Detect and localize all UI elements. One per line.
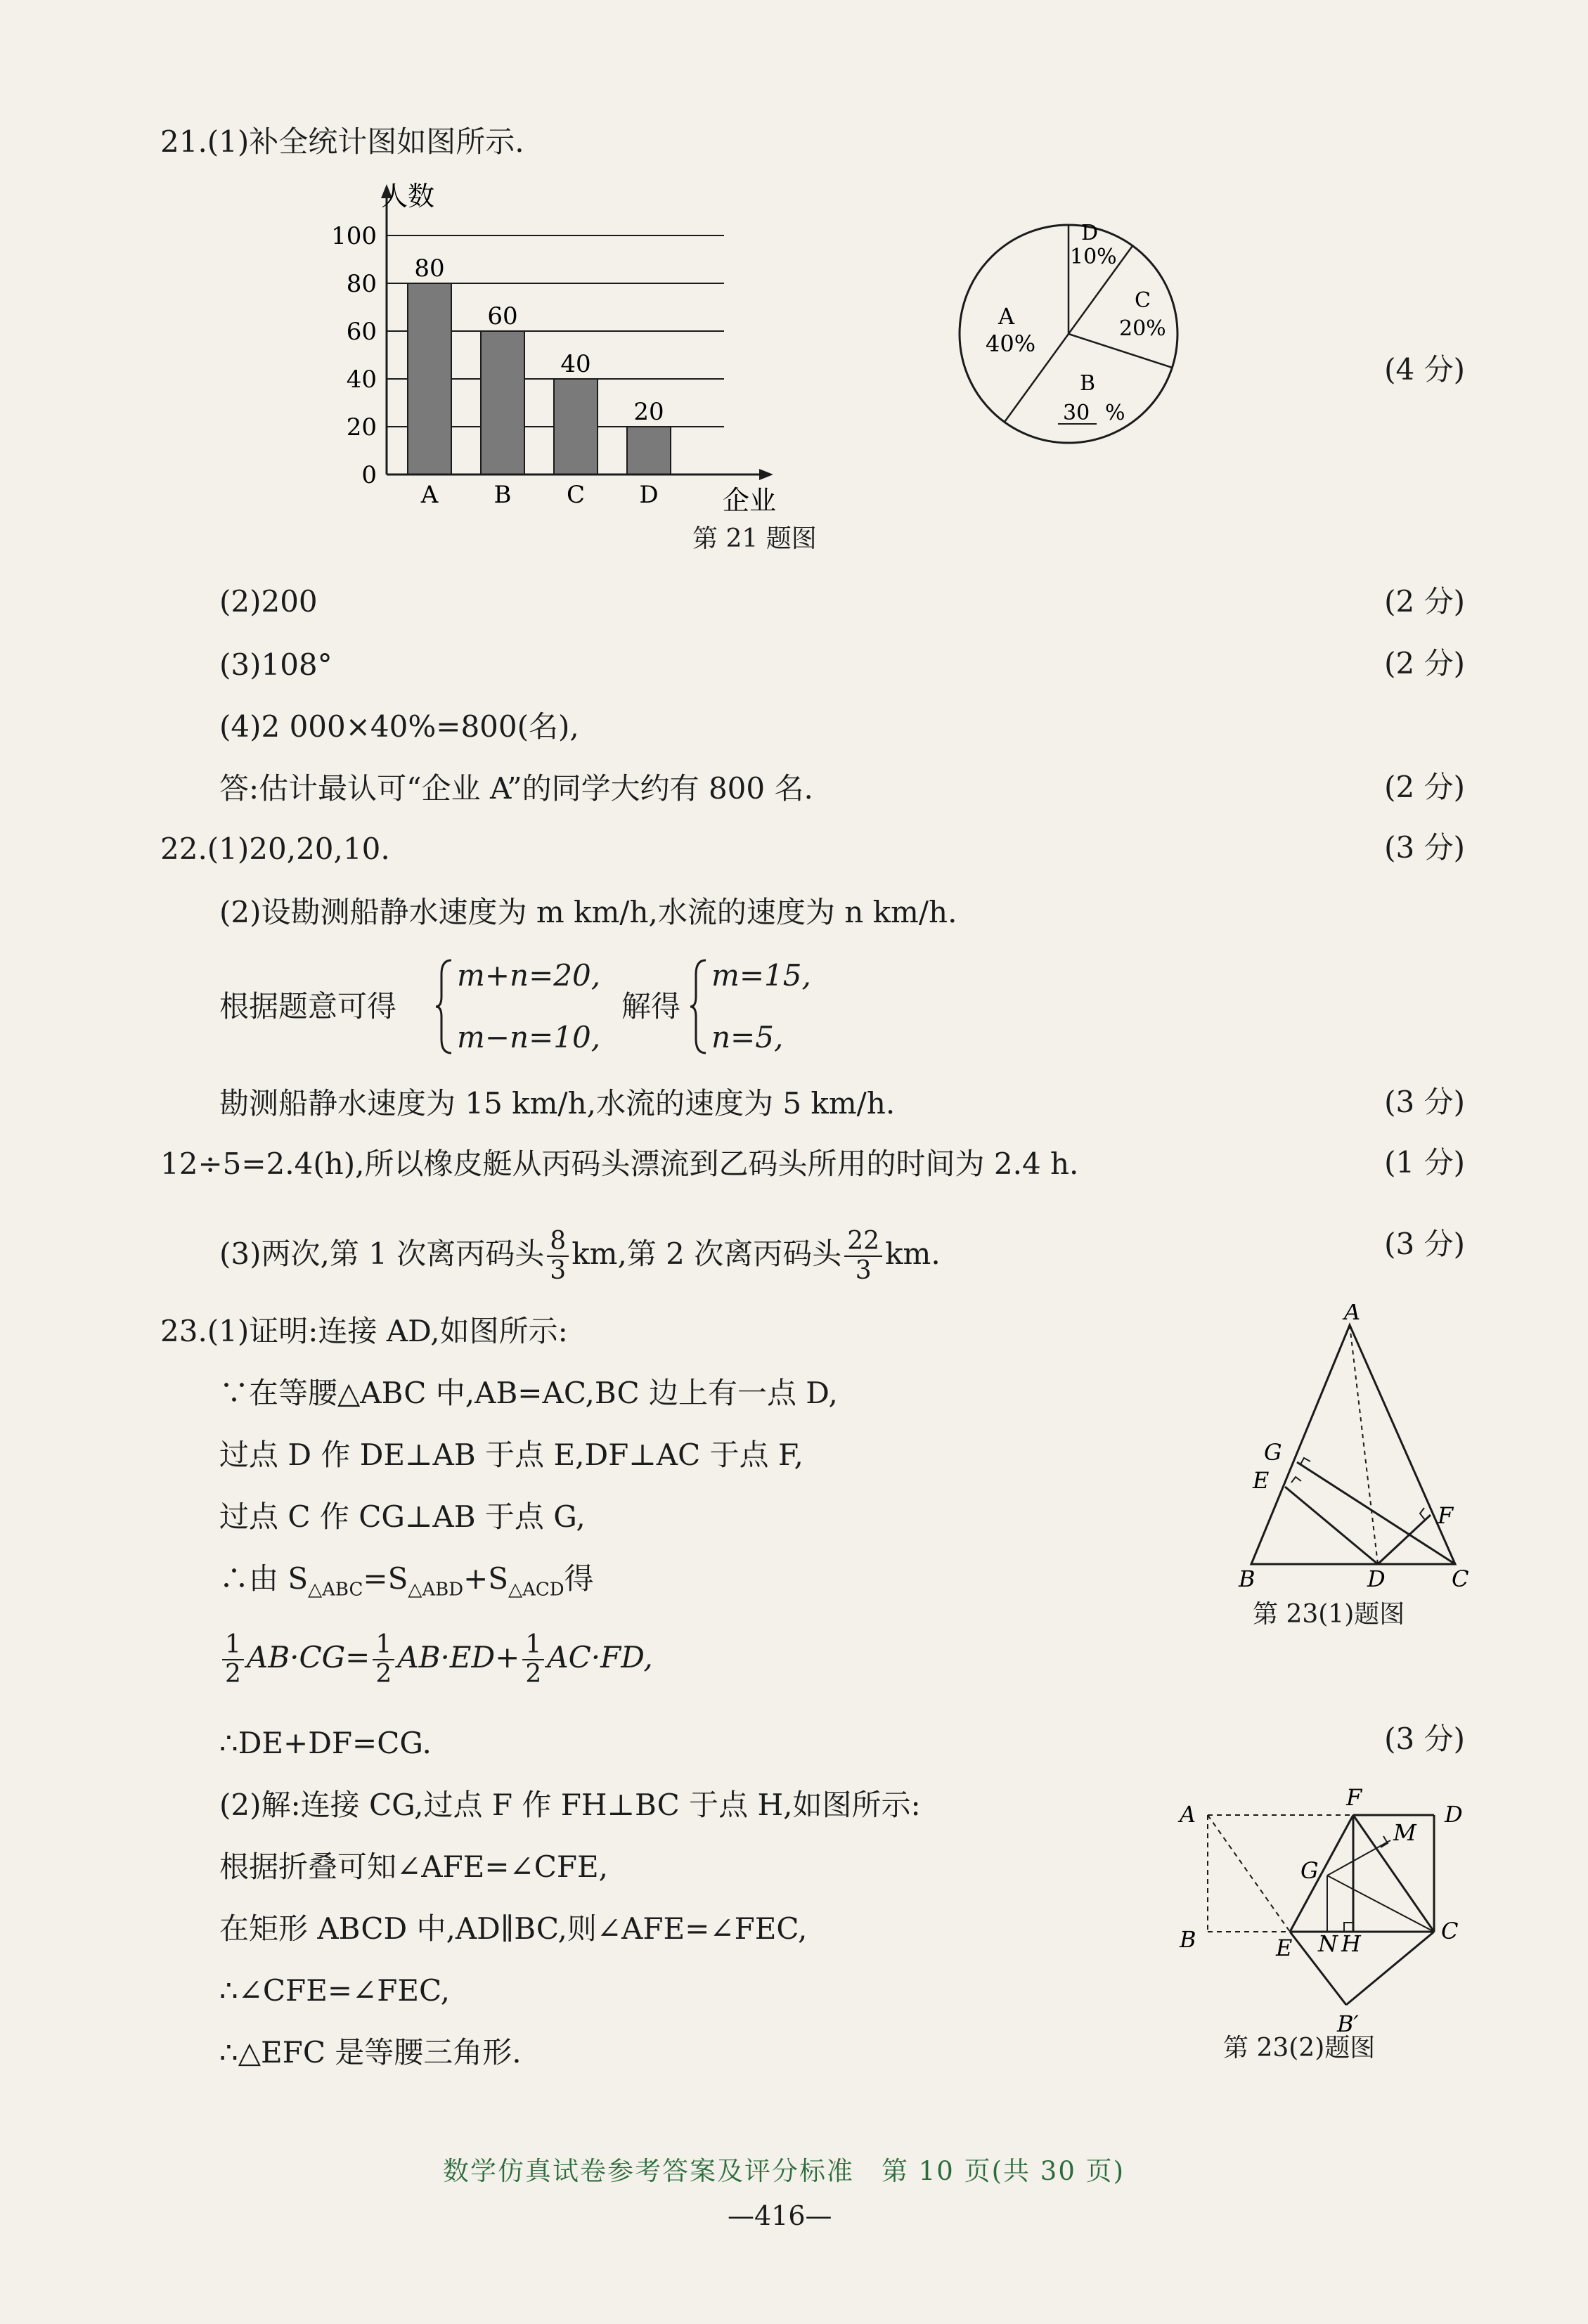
q23-line2: ∵在等腰△ABC 中,AB=AC,BC 边上有一点 D, <box>219 1376 838 1410</box>
pie-label-C-name: C <box>1135 288 1151 313</box>
q22-part2: (2)设勘测船静水速度为 m km/h,水流的速度为 n km/h. <box>219 895 957 929</box>
bar-axes <box>331 184 773 489</box>
q22-part3: 勘测船静水速度为 15 km/h,水流的速度为 5 km/h. <box>219 1086 896 1121</box>
bar-category-label: B <box>493 481 512 509</box>
q22-brace-1 <box>434 957 456 1056</box>
svg-text:N: N <box>1318 1930 1338 1957</box>
pie-label-A-name: A <box>998 303 1015 330</box>
q21-score1: (4 分) <box>1384 352 1465 387</box>
q22-sol1: m=15, <box>711 958 811 993</box>
pie-label-B-name: B <box>1080 371 1096 396</box>
svg-text:F: F <box>1346 1784 1362 1811</box>
q21-answer: 答:估计最认可“企业 A”的同学大约有 800 名. <box>219 771 813 806</box>
svg-text:E: E <box>1253 1467 1270 1494</box>
svg-text:C: C <box>1452 1566 1469 1592</box>
pie-label-D-name: D <box>1081 221 1099 245</box>
bar-D <box>627 427 671 475</box>
q22-score4: (1 分) <box>1384 1145 1465 1180</box>
bar-ytick-label: 0 <box>361 461 377 489</box>
q21-caption: 第 21 题图 <box>692 524 817 553</box>
q23-line9: 根据折叠可知∠AFE=∠CFE, <box>219 1849 608 1884</box>
svg-text:D: D <box>1445 1801 1463 1828</box>
pie-label-A-pct: 40% <box>986 330 1036 357</box>
svg-text:G: G <box>1264 1439 1282 1466</box>
q22-score3: (3 分) <box>1384 1085 1465 1119</box>
bar-category-label: A <box>420 481 439 509</box>
bar-xlabel: 企业 <box>723 485 777 516</box>
bar-category-label: C <box>566 481 586 509</box>
q23-line8: (2)解:连接 CG,过点 F 作 FH⊥BC 于点 H,如图所示: <box>219 1788 921 1822</box>
fraction-half-3: $\frac{1}{2}$ <box>522 1631 544 1689</box>
q23-line7: ∴DE+DF=CG. <box>219 1726 432 1760</box>
fraction-22-3: $\frac{22}{3}$ <box>844 1227 882 1285</box>
figure-23-2 <box>1174 1771 1483 2039</box>
svg-text:A: A <box>1180 1801 1196 1828</box>
bar-ytick-label: 20 <box>346 413 377 441</box>
q21-score2: (2 分) <box>1384 584 1465 619</box>
q22-part4: 12÷5=2.4(h),所以橡皮艇从丙码头漂流到乙码头所用的时间为 2.4 h. <box>160 1147 1079 1181</box>
pie-label-C-pct: 20% <box>1119 316 1166 341</box>
bar-category-label: D <box>639 481 659 509</box>
figure-23-1 <box>1223 1304 1490 1599</box>
bar-value-label: 80 <box>414 254 445 283</box>
svg-text:M: M <box>1393 1819 1416 1846</box>
bar-x-axis-arrow <box>759 469 773 480</box>
q22-sol2: n=5, <box>711 1020 784 1054</box>
bar-C <box>554 379 598 475</box>
q22-solve: 解得 <box>621 989 681 1024</box>
svg-text:E: E <box>1276 1935 1293 1961</box>
q22-eq1: m+n=20, <box>457 958 601 993</box>
svg-text:D: D <box>1367 1566 1386 1592</box>
q23-part1: 23.(1)证明:连接 AD,如图所示: <box>160 1314 568 1348</box>
q22-system-intro: 根据题意可得 <box>219 989 397 1024</box>
bar-ytick-label: 40 <box>346 366 377 394</box>
q23-line5: ∴由 $S_{\triangle ABC}=S_{\triangle ABD}+S_{\triangle ACD}$得 <box>219 1561 594 1601</box>
q23-line10: 在矩形 ABCD 中,AD∥BC,则∠AFE=∠FEC, <box>219 1911 808 1946</box>
q22-eq2: m−n=10, <box>457 1020 601 1054</box>
pie-chart <box>949 214 1188 453</box>
q23-line3: 过点 D 作 DE⊥AB 于点 E,DF⊥AC 于点 F, <box>219 1438 803 1472</box>
svg-text:B: B <box>1180 1926 1196 1953</box>
fraction-8-3: $\frac{8}{3}$ <box>547 1227 569 1285</box>
fraction-half-1: $\frac{1}{2}$ <box>222 1631 244 1689</box>
pie-label-B-pct: 30 <box>1063 401 1090 425</box>
q23-line4: 过点 C 作 CG⊥AB 于点 G, <box>219 1499 586 1534</box>
bar-value-label: 20 <box>633 398 664 426</box>
q23-score1: (3 分) <box>1384 1722 1465 1756</box>
q22-part5 <box>219 1227 941 1285</box>
bar-value-label: 60 <box>487 302 518 330</box>
q21-score3: (2 分) <box>1384 646 1465 680</box>
svg-text:B′: B′ <box>1337 2010 1359 2037</box>
bar-ytick-label: 60 <box>346 318 377 346</box>
bar-ytick-label: 80 <box>346 270 377 298</box>
q21-part3: (3)108° <box>219 647 333 682</box>
page-number: —416— <box>728 2200 832 2231</box>
bar-ylabel: 人数 <box>381 181 435 212</box>
bar-ytick-label: 100 <box>331 222 377 250</box>
fraction-half-2: $\frac{1}{2}$ <box>373 1631 394 1689</box>
bar-value-label: 40 <box>560 350 591 378</box>
pie-label-B-percent: % <box>1105 401 1125 425</box>
footer-title: 数学仿真试卷参考答案及评分标准 第 10 页(共 30 页) <box>443 2156 1125 2186</box>
svg-text:F: F <box>1438 1502 1454 1529</box>
q22-score1: (3 分) <box>1384 830 1465 865</box>
fig23-1-caption: 第 23(1)题图 <box>1253 1600 1405 1629</box>
bar-series <box>408 254 671 509</box>
pie-label-D-pct: 10% <box>1070 245 1117 269</box>
bar-B <box>481 331 524 475</box>
q21-part2: (2)200 <box>219 584 318 619</box>
svg-text:C: C <box>1441 1918 1459 1944</box>
q21-title: 21.(1)补全统计图如图所示. <box>160 124 524 159</box>
q22-score5: (3 分) <box>1384 1227 1465 1261</box>
svg-text:G: G <box>1300 1857 1319 1884</box>
q21-part4: (4)2 000×40%=800(名), <box>219 709 579 744</box>
q22-part1: 22.(1)20,20,10. <box>160 832 390 866</box>
q23-line6: $\frac{1}{2}$ AB·CG= $\frac{1}{2}$ AB·ED+ $\frac{1}{2}$ AC·FD, <box>219 1631 653 1689</box>
q22-part5-c: km. <box>885 1237 941 1271</box>
bar-chart <box>309 176 801 541</box>
q22-brace-2 <box>689 957 710 1056</box>
svg-text:B: B <box>1239 1566 1255 1592</box>
q21-score4: (2 分) <box>1384 770 1465 804</box>
fig23-2-caption: 第 23(2)题图 <box>1223 2034 1376 2062</box>
q23-line11: ∴∠CFE=∠FEC, <box>219 1973 451 2008</box>
bar-A <box>408 283 451 475</box>
q22-part5-a: (3)两次,第 1 次离丙码头 <box>219 1237 545 1271</box>
q23-line12: ∴△EFC 是等腰三角形. <box>219 2035 522 2070</box>
q22-part5-b: km,第 2 次离丙码头 <box>572 1237 842 1271</box>
svg-text:H: H <box>1341 1930 1361 1957</box>
svg-text:A: A <box>1344 1304 1361 1325</box>
